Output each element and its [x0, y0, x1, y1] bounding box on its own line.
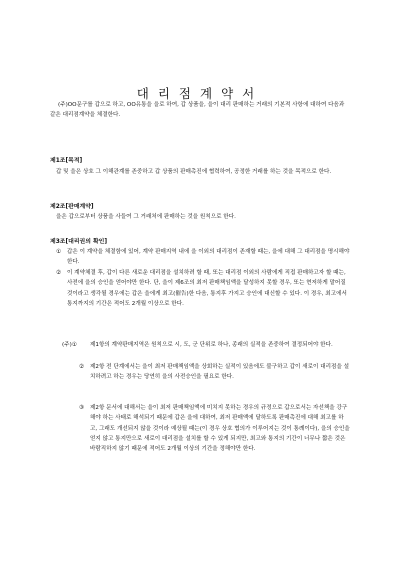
note-item-mark: ③	[79, 405, 85, 411]
note-item-2	[79, 362, 350, 383]
article-3-item-1	[56, 247, 350, 268]
note-mark: (주)①	[62, 342, 77, 348]
document-title: 대리점계약서	[136, 86, 264, 102]
article-1-body: 갑 및 을은 상호 그 이해관계를 존중하고 갑 상품의 판매촉진에 협력하여, 공정한 거래를 하는 것을 목적으로 한다.	[56, 169, 332, 175]
intro-paragraph: (주)OO문구를 갑으로 하고, OO유통을 을로 하여, 갑 상품을, 을이 대리 판매하는 거래의 기본적 사항에 대하여 다음과 같은 대리점계약을 체결한다.	[50, 102, 345, 118]
note-item-3	[79, 403, 350, 454]
article-2-heading: 제2조[판매계약]	[50, 204, 94, 210]
article-2-body: 을은 갑으로부터 상품을 사들여 그 거래처에 판매하는 것을 원칙으로 한다.	[56, 214, 236, 220]
item-mark: ①	[56, 249, 62, 255]
item-text: 갑은 이 계약을 체결함에 있어, 계약 판매지역 내에 을 이외의 대리점이 존재할 때는, 을에 대해 그 대리점을 명시해야 한다.	[67, 249, 350, 266]
item-text: 이 계약체결 후, 갑이 다른 새로운 대리점을 설치하려 할 때, 또는 대리점 이외의 사람에게 직접 판매하고자 할 때는, 사전에 을의 승인을 얻어야만 한다. 단, 을이 제6조의 최저 판매책임액을 달성하지 못할 경우, 또는 현저하게 말어질 것이라고 생각될 경우에는 갑은 을에게 최고(催告)한 다음, 통지후 가지고 승인에 대신할 수 있다. 이 경우, 최고에서 통지까지의 기간은 적어도 2개월 이상으로 한다.	[67, 270, 347, 307]
note-intro-text: 제1항의 계약판매지역은 원칙으로 시, 도, 군 단위로 하나, 종래의 실적을 존중하여 결정되어야 한다.	[90, 342, 333, 348]
note-item-mark: ②	[79, 364, 85, 370]
article-3-item-2	[56, 268, 350, 309]
note-item-text: 제2항 문서에 대해서는 을이 최저 판매책임액에 미치지 못하는 경우의 규정으로 갑으로서는 자선책을 강구해야 하는 사태로 해석되기 때문에 갑은 을에 대하여, 최저 판매액에 달하도록 판매촉진에 대해 최고를 하고, 그래도 개선되지 않을 것이라 예상될 때는(이 경우 상호 협의가 이루어지는 것이 통례이다), 을의 승인을 얻지 않고 통지만으로 새로이 대리점을 설치를 할 수 있게 되지만, 최고와 통지의 기간이 너무나 짧은 것은 바람직하지 않기 때문에 적어도 2개월 이상의 기간을 정해야만 한다.	[90, 405, 350, 453]
item-mark: ②	[56, 270, 62, 276]
note-intro	[90, 340, 350, 350]
article-1-heading: 제1조[목적]	[50, 158, 83, 164]
article-3-heading: 제3조[대리권의 확인]	[50, 239, 108, 245]
note-item-text: 제2항 전 단계에서는 을이 최저 판매책임액을 상회하는 실적이 있음에도 불구하고 갑이 새로이 대리점을 설치하려고 하는 경우는 당연히 을의 사전승인을 필요로 한다.	[90, 364, 350, 381]
